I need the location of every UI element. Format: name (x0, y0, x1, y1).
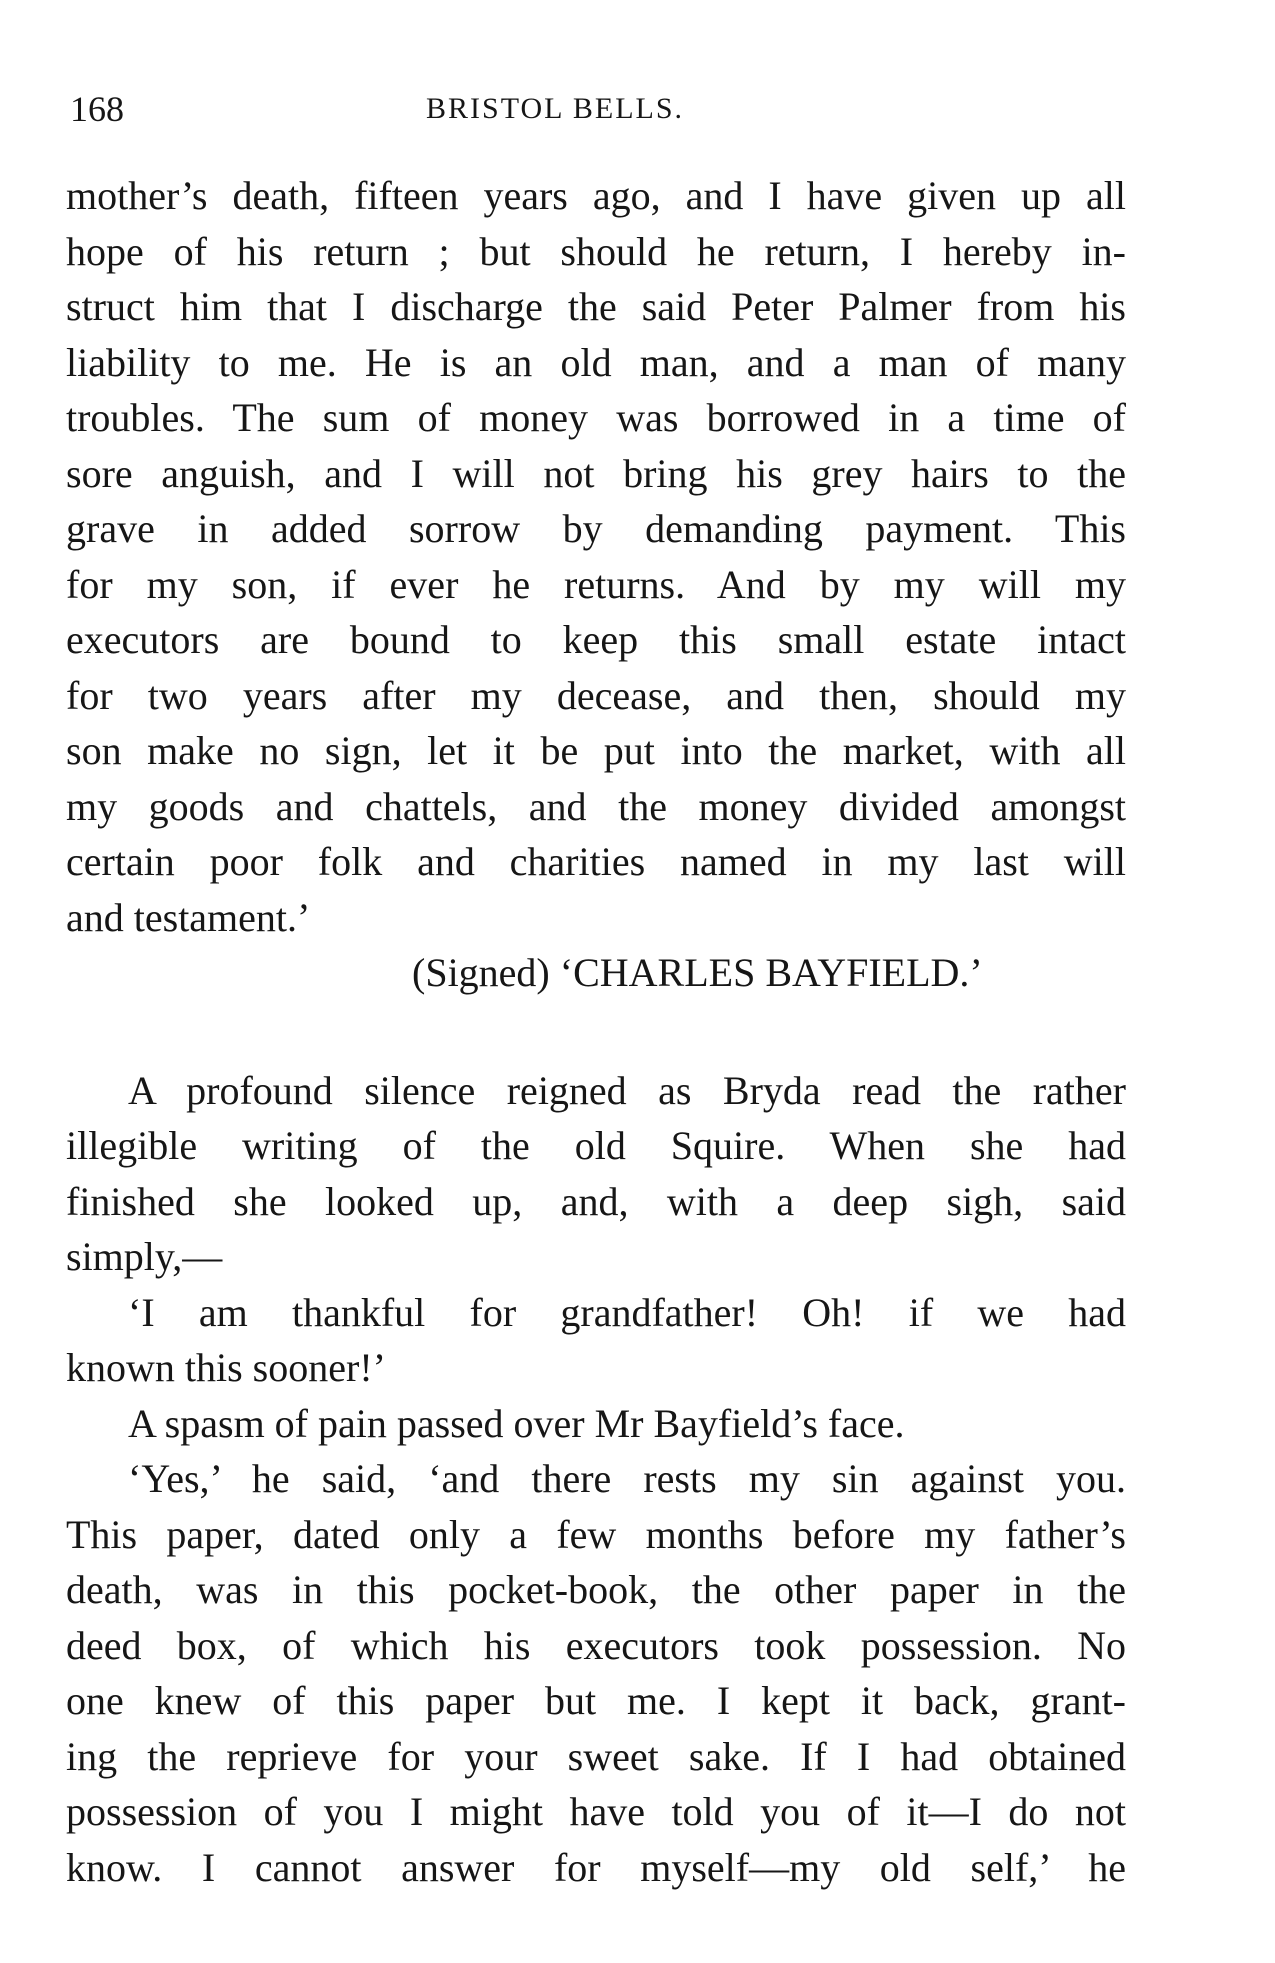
paragraph-2 (66, 1063, 1126, 1285)
text-line: and testament.’ (66, 894, 311, 940)
text-line: one knew of this paper but me. I kept it back, grant- (66, 1678, 1126, 1723)
text-line: struct him that I discharge the said Peter Palmer from his (66, 284, 1126, 329)
section-gap (66, 1001, 1126, 1063)
text-line: troubles. The sum of money was borrowed in a time of (66, 395, 1126, 440)
text-line: This paper, dated only a few months before my father’s (66, 1511, 1126, 1557)
text-line: executors are bound to keep this small estate intact (66, 617, 1126, 662)
paragraph-4 (66, 1396, 1126, 1452)
text-line: liability to me. He is an old man, and a man of many (66, 339, 1126, 385)
text-line: finished she looked up, and, with a deep sigh, said (66, 1178, 1126, 1224)
text-line: deed box, of which his executors took possession. No (66, 1622, 1126, 1668)
text-line: possession of you I might have told you of it—I do not (66, 1789, 1126, 1834)
text-line: sore anguish, and I will not bring his grey hairs to the (66, 450, 1126, 496)
running-head (66, 88, 1126, 148)
text-line: known this sooner!’ (66, 1345, 386, 1390)
body-text (66, 168, 1126, 1895)
text-line: A spasm of pain passed over Mr Bayfield’s face. (128, 1400, 905, 1446)
text-line: grave in added sorrow by demanding payment. This (66, 506, 1126, 551)
text-line: my goods and chattels, and the money divided amongst (66, 783, 1126, 829)
page-number: 168 (70, 89, 124, 129)
text-line: know. I cannot answer for myself—my old self,’ he (66, 1844, 1126, 1890)
book-title: BRISTOL BELLS. (426, 92, 685, 125)
text-line: for my son, if ever he returns. And by my will my (66, 561, 1126, 607)
text-line: illegible writing of the old Squire. When she had (66, 1123, 1126, 1168)
text-line: death, was in this pocket-book, the other paper in the (66, 1567, 1126, 1612)
text-line: mother’s death, fifteen years ago, and I have given up all (66, 173, 1126, 218)
text-line: ing the reprieve for your sweet sake. If I had obtained (66, 1733, 1126, 1779)
text-line: son make no sign, let it be put into the market, with all (66, 728, 1126, 773)
paragraph-1 (66, 168, 1126, 945)
paragraph-3 (66, 1285, 1126, 1396)
text-line: certain poor folk and charities named in my last will (66, 839, 1126, 884)
text-line: A profound silence reigned as Bryda read the rather (128, 1067, 1126, 1113)
text-line: hope of his return ; but should he return, I hereby in- (66, 228, 1126, 274)
text-line: ‘Yes,’ he said, ‘and there rests my sin against you. (128, 1456, 1126, 1501)
text-line: for two years after my decease, and then, should my (66, 672, 1126, 718)
text-line: ‘I am thankful for grandfather! Oh! if we had (128, 1289, 1126, 1335)
signature-line: (Signed) ‘CHARLES BAYFIELD.’ (412, 950, 983, 995)
paragraph-5 (66, 1451, 1126, 1895)
text-line: simply,— (66, 1234, 223, 1279)
